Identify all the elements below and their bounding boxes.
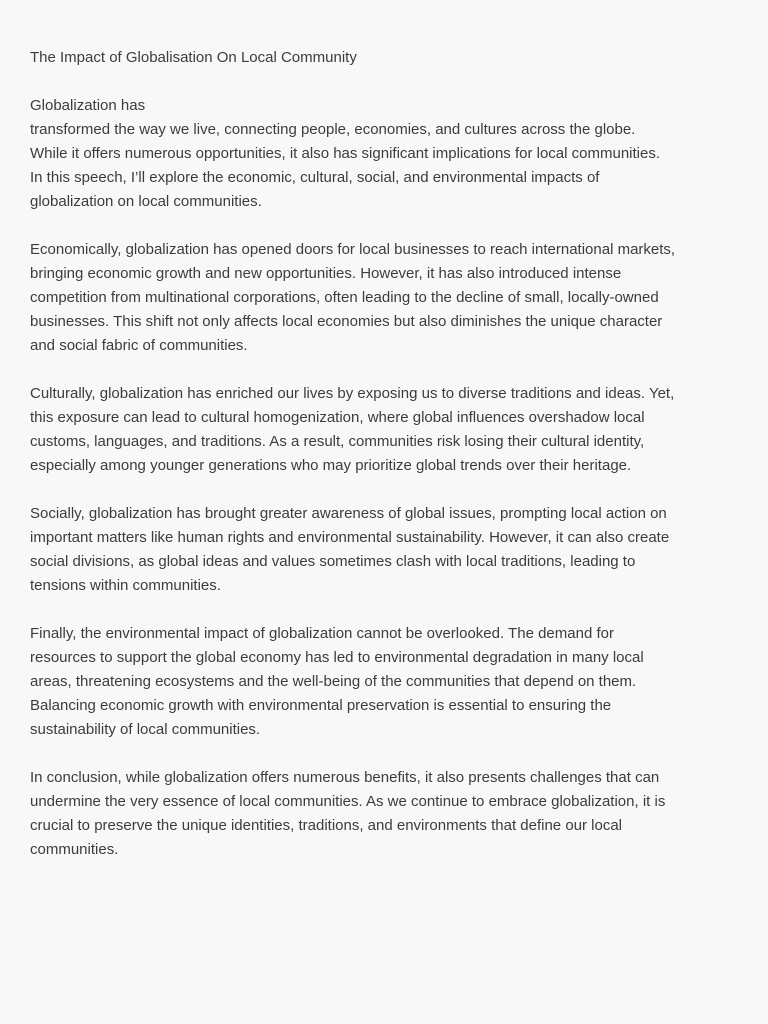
paragraph-line: customs, languages, and traditions. As a result, communities risk losing their cultural identity,	[30, 433, 645, 450]
paragraph-environmental	[30, 622, 750, 742]
paragraph-line: Socially, globalization has brought greater awareness of global issues, prompting local action on	[30, 505, 667, 522]
document-title: The Impact of Globalisation On Local Community	[30, 49, 357, 66]
paragraph-line: Finally, the environmental impact of globalization cannot be overlooked. The demand for	[30, 625, 614, 642]
paragraph-conclusion	[30, 766, 750, 862]
paragraph-line: Culturally, globalization has enriched our lives by exposing us to diverse traditions and ideas. Yet,	[30, 385, 675, 402]
paragraph-line: competition from multinational corporations, often leading to the decline of small, locally-owned	[30, 289, 659, 306]
paragraph-line: globalization on local communities.	[30, 193, 262, 210]
paragraph-line: tensions within communities.	[30, 577, 221, 594]
paragraph-social	[30, 502, 750, 598]
paragraph-introduction	[30, 94, 750, 214]
paragraph-line: transformed the way we live, connecting people, economies, and cultures across the globe.	[30, 121, 636, 138]
paragraph-line: areas, threatening ecosystems and the well-being of the communities that depend on them.	[30, 673, 637, 690]
paragraph-line: undermine the very essence of local communities. As we continue to embrace globalization, it is	[30, 793, 666, 810]
paragraph-line: important matters like human rights and environmental sustainability. However, it can also create	[30, 529, 670, 546]
paragraph-line: crucial to preserve the unique identities, traditions, and environments that define our local	[30, 817, 623, 834]
paragraph-line: and social fabric of communities.	[30, 337, 248, 354]
paragraph-line: resources to support the global economy has led to environmental degradation in many local	[30, 649, 644, 666]
paragraph-line: social divisions, as global ideas and values sometimes clash with local traditions, leading to	[30, 553, 636, 570]
paragraph-line: this exposure can lead to cultural homogenization, where global influences overshadow local	[30, 409, 645, 426]
paragraph-line: Balancing economic growth with environmental preservation is essential to ensuring the	[30, 697, 612, 714]
paragraph-line: Economically, globalization has opened doors for local businesses to reach international markets,	[30, 241, 676, 258]
paragraph-line: bringing economic growth and new opportunities. However, it has also introduced intense	[30, 265, 622, 282]
paragraph-line: Globalization has	[30, 97, 146, 114]
document-body	[30, 46, 750, 886]
paragraph-line: communities.	[30, 841, 119, 858]
paragraph-economic	[30, 238, 750, 358]
paragraph-line: In conclusion, while globalization offers numerous benefits, it also presents challenges that can	[30, 769, 660, 786]
paragraph-line: especially among younger generations who may prioritize global trends over their heritage.	[30, 457, 632, 474]
paragraph-line: businesses. This shift not only affects local economies but also diminishes the unique character	[30, 313, 663, 330]
paragraph-line: While it offers numerous opportunities, it also has significant implications for local communities.	[30, 145, 660, 162]
paragraph-cultural	[30, 382, 750, 478]
paragraph-line: sustainability of local communities.	[30, 721, 261, 738]
paragraph-line: In this speech, I’ll explore the economic, cultural, social, and environmental impacts of	[30, 169, 600, 186]
